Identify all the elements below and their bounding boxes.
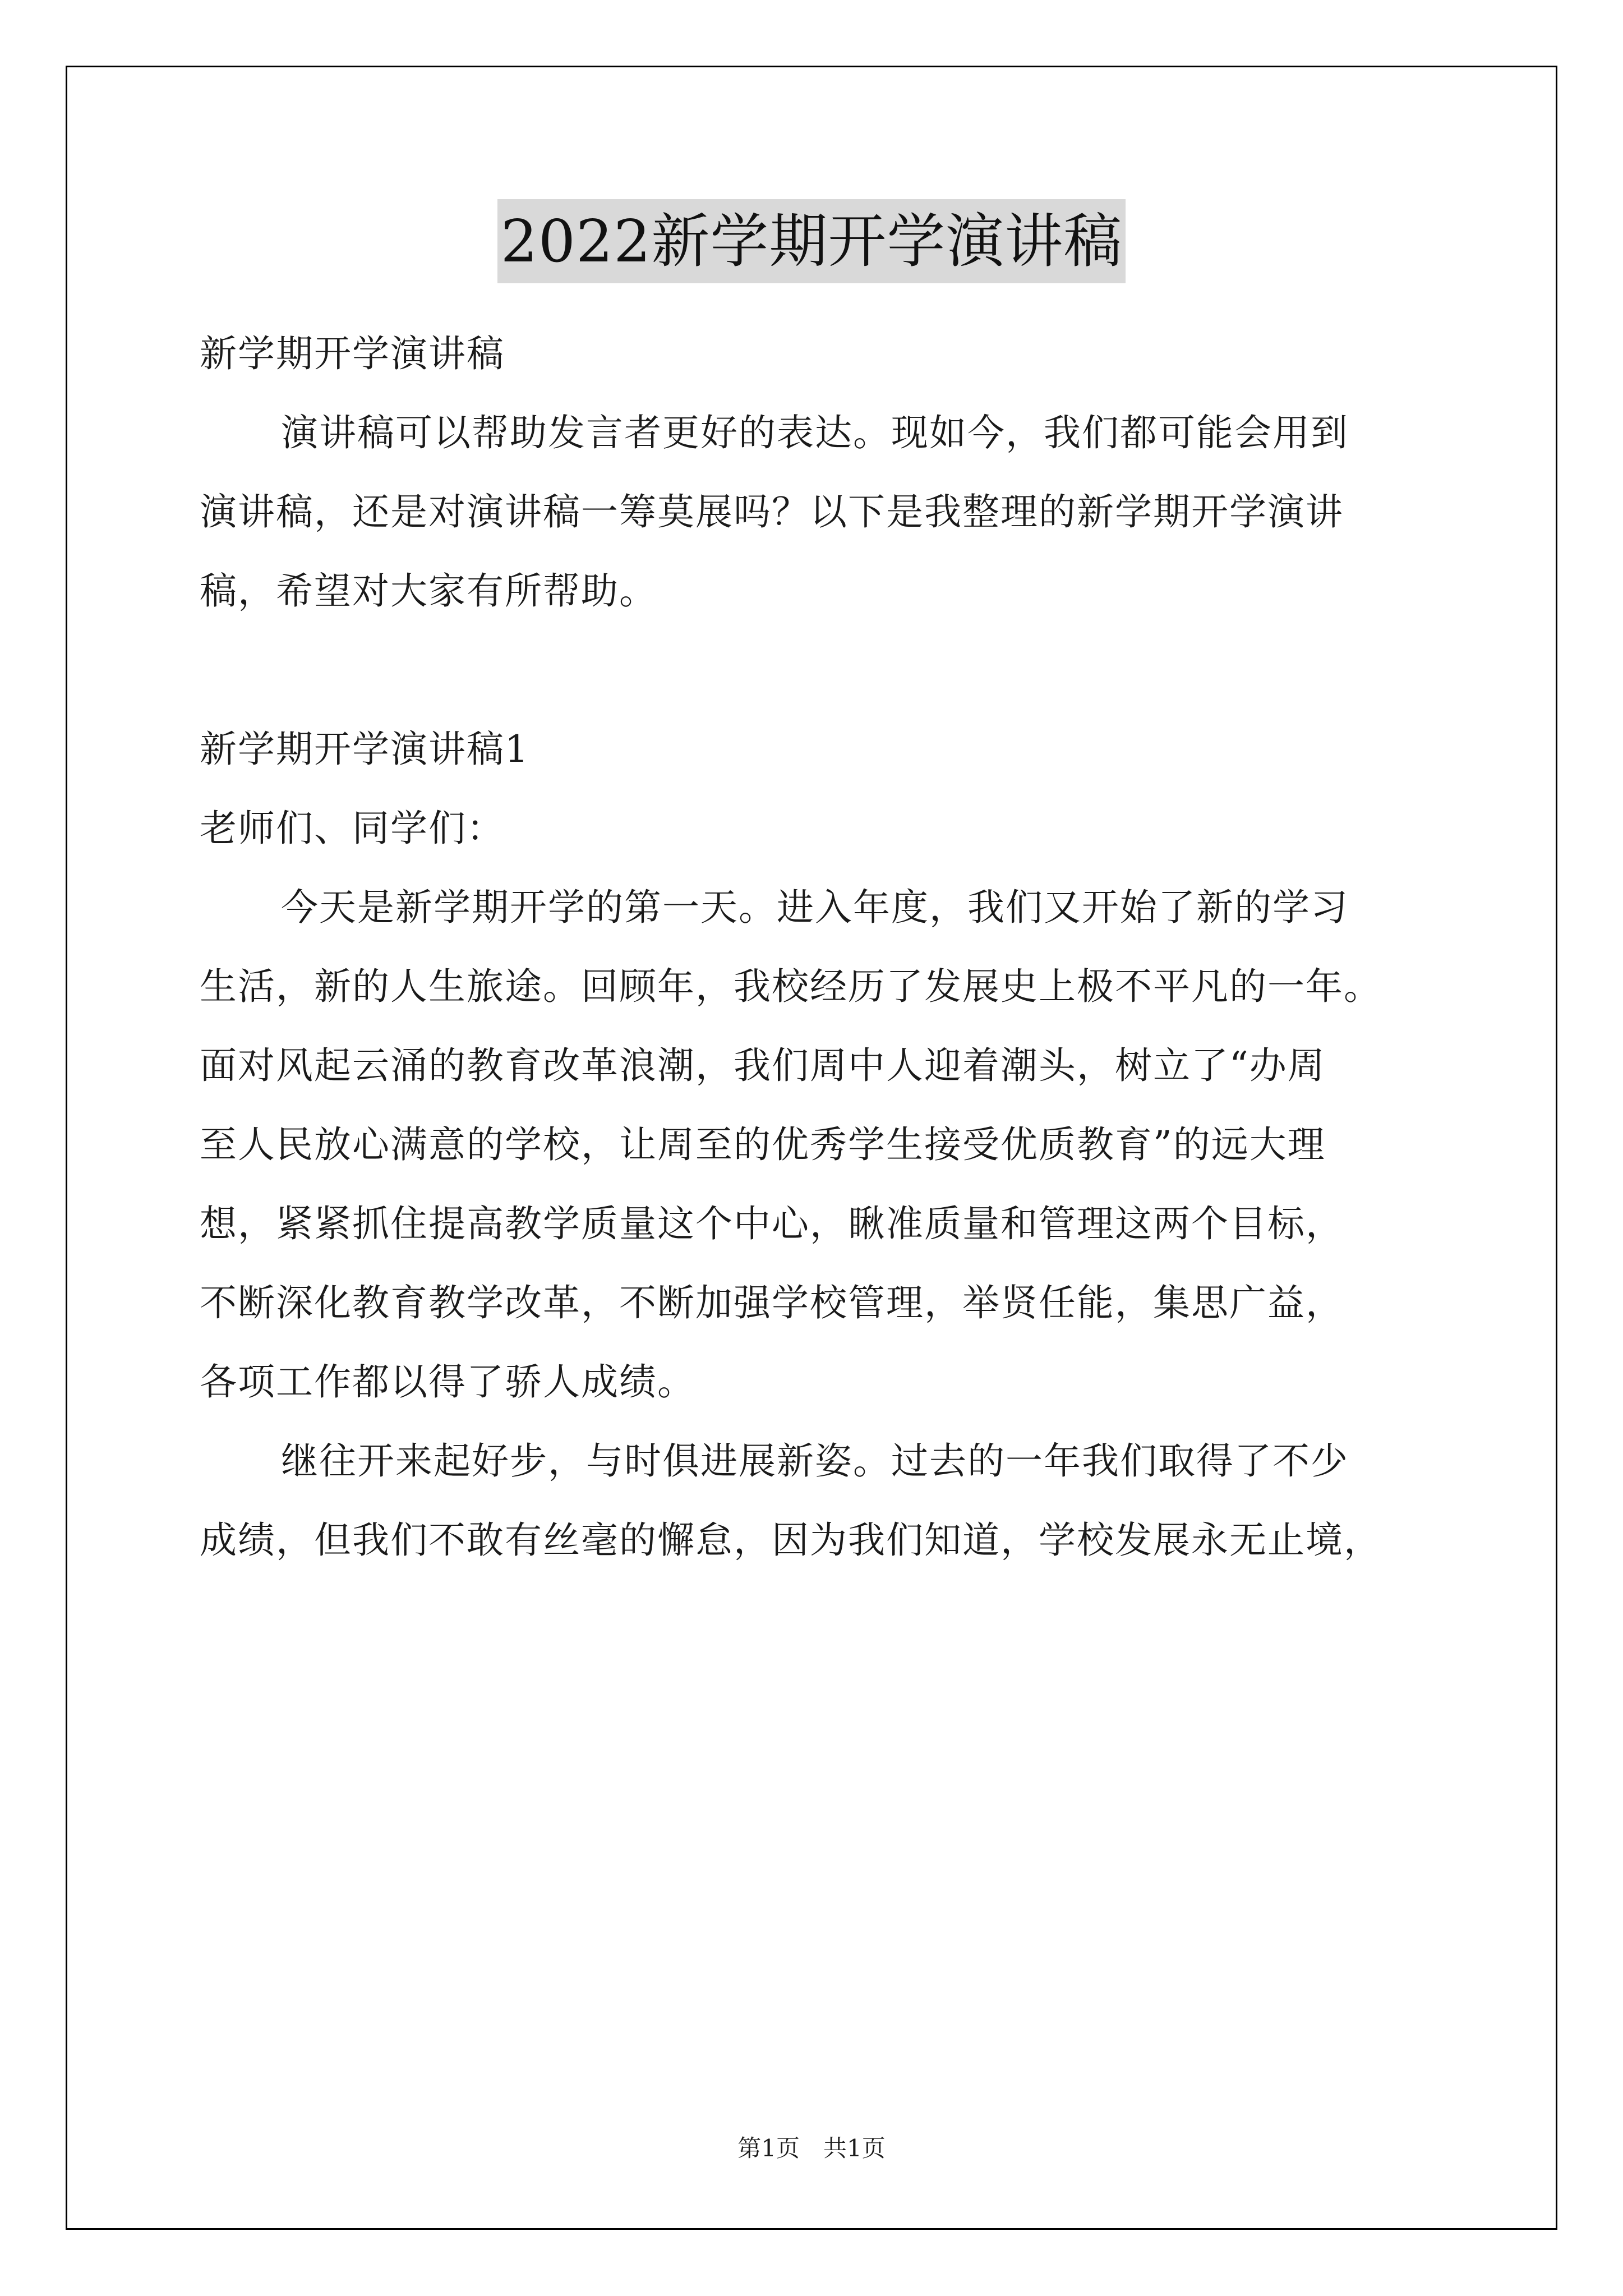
paragraph-line: 成绩，但我们不敢有丝毫的懈怠，因为我们知道，学校发展永无止境， (200, 1519, 1382, 1562)
section-heading: 新学期开学演讲稿1 (200, 728, 529, 771)
title-container (0, 199, 1623, 283)
paragraph-line: 继往开来起好步，与时俱进展新姿。过去的一年我们取得了不少 (281, 1439, 1349, 1483)
paragraph-line: 生活，新的人生旅途。回顾年，我校经历了发展史上极不平凡的一年。 (200, 965, 1382, 1008)
paragraph-line: 演讲稿，还是对演讲稿一筹莫展吗？以下是我整理的新学期开学演讲 (200, 490, 1344, 533)
paragraph-line: 不断深化教育教学改革，不断加强学校管理，举贤任能，集思广益， (200, 1281, 1344, 1324)
document-body (200, 314, 1467, 1580)
paragraph-line: 至人民放心满意的学校，让周至的优秀学生接受优质教育”的远大理 (200, 1123, 1326, 1166)
paragraph-spacer (200, 631, 1467, 710)
document-title: 2022新学期开学演讲稿 (497, 199, 1126, 283)
paragraph-line: 稿，希望对大家有所帮助。 (200, 569, 657, 613)
paragraph-line: 演讲稿可以帮助发言者更好的表达。现如今，我们都可能会用到 (281, 411, 1349, 454)
section-heading: 新学期开学演讲稿 (200, 332, 505, 375)
page-footer: 第1页 共1页 (737, 2134, 886, 2162)
paragraph-line: 今天是新学期开学的第一天。进入年度，我们又开始了新的学习 (281, 886, 1349, 929)
salutation: 老师们、同学们： (200, 807, 505, 850)
paragraph-line: 想，紧紧抓住提高教学质量这个中心，瞅准质量和管理这两个目标， (200, 1202, 1344, 1245)
paragraph-line: 各项工作都以得了骄人成绩。 (200, 1360, 695, 1404)
paragraph-line: 面对风起云涌的教育改革浪潮，我们周中人迎着潮头，树立了“办周 (200, 1044, 1326, 1087)
